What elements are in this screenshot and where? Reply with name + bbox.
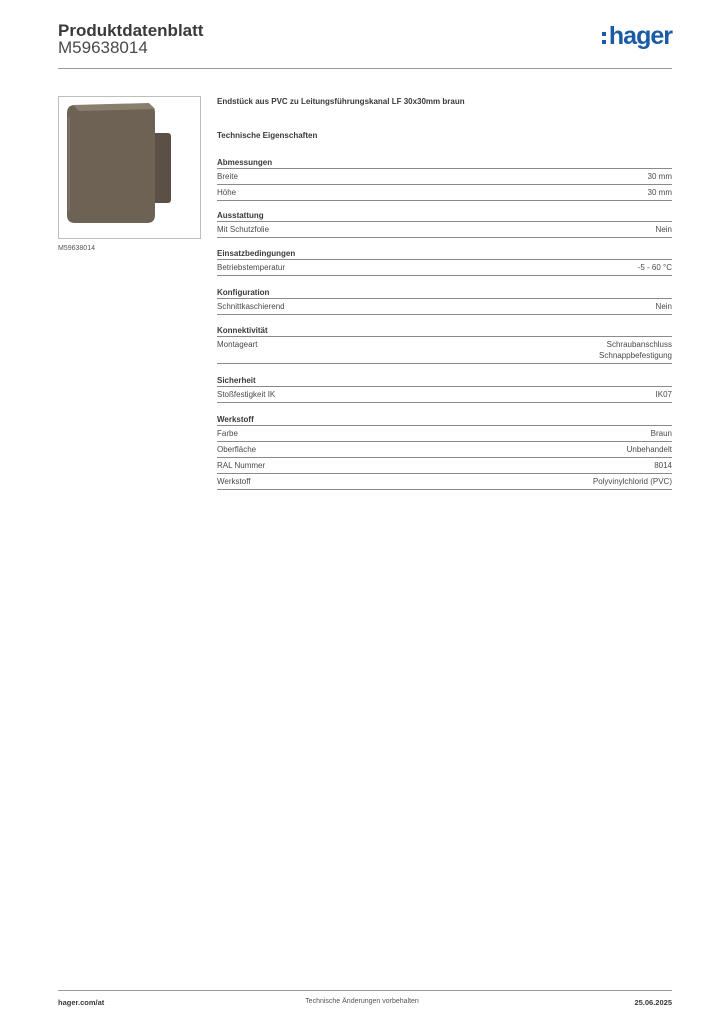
spec-value-line: Braun [650, 429, 672, 438]
spec-label: Schnittkaschierend [217, 302, 285, 311]
spec-section [217, 286, 672, 315]
spec-section [217, 374, 672, 403]
spec-value [656, 224, 672, 235]
logo-text: hager [608, 22, 672, 50]
section-title: Ausstattung [217, 209, 672, 222]
article-number: M59638014 [58, 38, 148, 57]
product-description: Endstück aus PVC zu Leitungsführungskanal LF 30x30mm braun [217, 97, 465, 106]
spec-value [648, 171, 672, 182]
spec-label: Werkstoff [217, 477, 251, 486]
spec-value-line: Polyvinylchlorid (PVC) [592, 477, 672, 486]
spec-value-line: Nein [655, 302, 672, 311]
section-title: Sicherheit [217, 374, 672, 387]
spec-value [593, 476, 672, 487]
spec-label: Breite [217, 172, 238, 181]
image-caption: M59638014 [58, 245, 95, 252]
spec-value-line: Schnappbefestigung [599, 351, 672, 360]
spec-label: Höhe [217, 188, 237, 197]
tech-properties-title: Technische Eigenschaften [217, 131, 318, 140]
footer-date: 25.06.2025 [634, 998, 672, 1007]
footer-divider [58, 990, 672, 991]
spec-section [217, 156, 672, 201]
spec-value [651, 428, 672, 439]
spec-value [627, 444, 672, 455]
page-title: Produktdatenblatt [58, 21, 204, 40]
spec-row [217, 387, 672, 403]
header-divider [58, 68, 672, 69]
spec-value-line: Unbehandelt [626, 445, 672, 454]
spec-label: Oberfläche [217, 445, 257, 454]
spec-row [217, 222, 672, 238]
spec-value-line: IK07 [655, 390, 672, 399]
spec-value-line: Schraubanschluss [606, 340, 672, 349]
spec-row [217, 337, 672, 364]
spec-value-line: 30 mm [647, 172, 672, 181]
spec-row [217, 458, 672, 474]
spec-value [638, 262, 672, 273]
spec-section [217, 209, 672, 238]
spec-value [599, 339, 672, 361]
spec-value-line: 8014 [654, 461, 672, 470]
spec-row [217, 185, 672, 201]
spec-value [654, 460, 672, 471]
footer-notice: Technische Änderungen vorbehalten [305, 998, 419, 1005]
spec-label: Stoßfestigkeit IK [217, 390, 276, 399]
spec-label: Betriebstemperatur [217, 263, 286, 272]
spec-section [217, 324, 672, 364]
spec-label: Farbe [217, 429, 238, 438]
spec-section [217, 247, 672, 276]
logo-dots-icon [602, 32, 606, 44]
footer-website-link[interactable]: hager.com/at [58, 998, 105, 1007]
spec-value [656, 389, 672, 400]
spec-row [217, 442, 672, 458]
spec-label: Montageart [217, 340, 258, 349]
section-title: Konfiguration [217, 286, 672, 299]
section-title: Konnektivität [217, 324, 672, 337]
spec-section [217, 413, 672, 490]
spec-label: Mit Schutzfolie [217, 225, 270, 234]
spec-value-line: Nein [655, 225, 672, 234]
product-image [58, 96, 201, 239]
spec-row [217, 474, 672, 490]
section-title: Abmessungen [217, 156, 672, 169]
spec-label: RAL Nummer [217, 461, 266, 470]
spec-row [217, 426, 672, 442]
spec-value [656, 301, 672, 312]
spec-value-line: -5 - 60 °C [637, 263, 672, 272]
spec-row [217, 169, 672, 185]
spec-row [217, 260, 672, 276]
end-cap-image [59, 97, 200, 238]
spec-row [217, 299, 672, 315]
section-title: Werkstoff [217, 413, 672, 426]
spec-value-line: 30 mm [647, 188, 672, 197]
spec-value [648, 187, 672, 198]
hager-logo [602, 24, 672, 49]
section-title: Einsatzbedingungen [217, 247, 672, 260]
